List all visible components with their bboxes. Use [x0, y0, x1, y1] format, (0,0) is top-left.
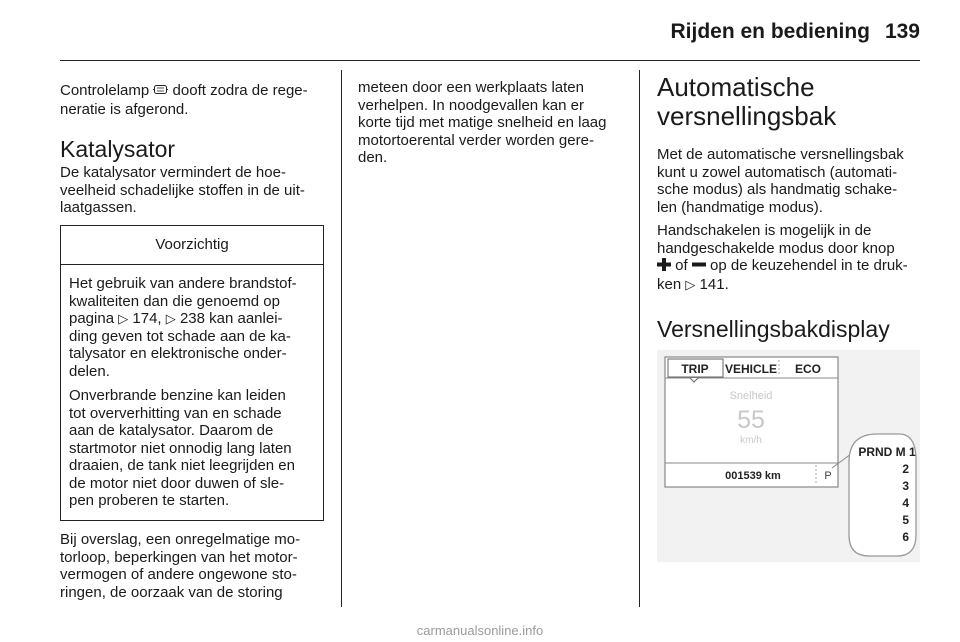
header-rule	[60, 60, 920, 61]
section-heading-display: Versnellingsbakdisplay	[657, 316, 890, 342]
plus-icon	[657, 258, 671, 276]
caution-title: Voorzichtig	[61, 226, 323, 265]
gear-item: 5	[902, 513, 909, 527]
intro-paragraph: Controlelamp dooft zodra de rege- neratie is afgerond.	[60, 82, 308, 118]
section-heading-automatic-transmission: Automatische versnellingsbak	[657, 72, 837, 131]
page-ref-arrow-icon: ▷	[165, 311, 176, 326]
malfunction-paragraph: Bij overslag, een onregelmatige mo- torloop, beperkingen van het motor- vermogen of andere ongewone sto- ringen, de oorzaak van de storing	[60, 531, 301, 601]
header-title: Rijden en bediening	[670, 20, 870, 43]
page-ref-arrow-icon: ▷	[118, 311, 129, 326]
footer-watermark: carmanualsonline.info	[416, 623, 544, 638]
caution-body	[61, 265, 323, 510]
katalysator-paragraph: De katalysator vermindert de hoe- veelheid schadelijke stoffen in de uit- laatgassen.	[60, 164, 305, 216]
caution-paragraph-1: Het gebruik van andere brandstof- kwaliteiten dan die genoemd op pagina ▷ 174, ▷ 238 kan aanlei- ding geven tot schade aan de ka- talysator en elektronische onder- delen.	[69, 275, 297, 380]
odometer: 001539 km	[725, 470, 781, 482]
column-divider	[341, 70, 342, 607]
gear-indicator: P	[824, 470, 832, 482]
tab-eco[interactable]: ECO	[794, 362, 822, 376]
caution-box	[60, 225, 324, 521]
minus-icon	[692, 258, 706, 276]
section-heading-katalysator: Katalysator	[60, 136, 176, 162]
gear-callout-header: PRND M 1	[858, 445, 916, 459]
page-number: 139	[884, 20, 920, 43]
tab-trip[interactable]: TRIP	[681, 362, 709, 376]
gear-item: 3	[902, 479, 909, 493]
automatic-paragraph-2: Handschakelen is mogelijk in de handgeschakelde modus door knop of op de keuzehendel in te druk- ken ▷ 141.	[657, 222, 908, 293]
gear-item: 4	[902, 496, 909, 510]
page-ref-arrow-icon: ▷	[685, 276, 696, 292]
speed-unit: km/h	[740, 435, 762, 446]
page-ref-link[interactable]: 174	[132, 310, 158, 327]
exhaust-filter-lamp-icon	[153, 83, 168, 101]
column-divider	[639, 70, 640, 607]
caution-paragraph-2: Onverbrande benzine kan leiden tot oververhitting van en schade aan de katalysator. Daarom de startmotor niet onnodig lang laten draaien, de tank niet leegrijden en de motor niet door duwen of sle- pen proberen te starten.	[69, 387, 295, 509]
speed-label: Snelheid	[729, 390, 773, 402]
automatic-paragraph-1: Met de automatische versnellingsbak kunt u zowel automatisch (automati- sche modus) als handmatig schake- len (handmatige modus).	[657, 146, 904, 216]
gear-item: 2	[902, 462, 909, 476]
transmission-display-figure	[657, 350, 920, 562]
speed-value: 55	[737, 406, 765, 434]
workshop-paragraph: meteen door een werkplaats laten verhelpen. In noodgevallen kan er korte tijd met matige snelheid en laag motortoerental verder worden gere- den.	[358, 79, 607, 166]
page-ref-link[interactable]: 238	[179, 310, 205, 327]
tab-vehicle[interactable]: VEHICLE	[724, 362, 778, 376]
page-ref-link[interactable]: 141	[699, 275, 725, 293]
gear-item: 6	[902, 530, 909, 544]
